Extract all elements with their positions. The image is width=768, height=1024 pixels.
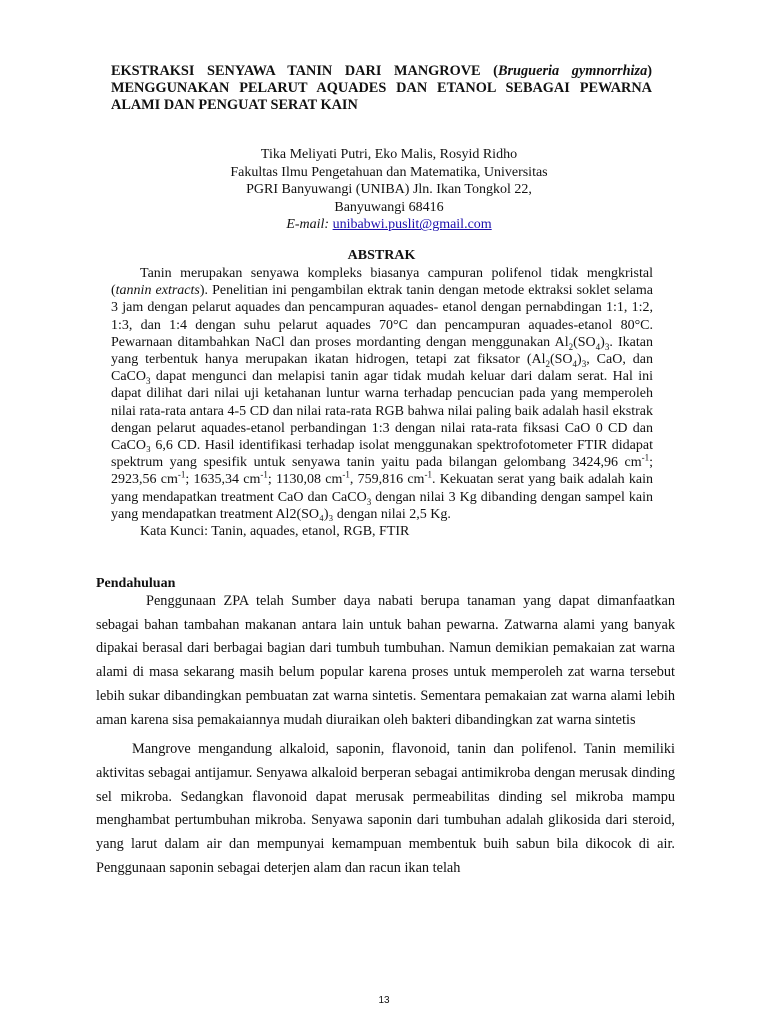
abstract-text-2: ). Penelitian ini pengambilan ektrak tanin dengan metode ektraksi soklet selama 3 jam dengan pelarut aquades dan pencampuran aquades- etanol dengan pernabdingan 1:1, 1:2, 1:3, dan 1:4 dengan suhu pelarut aquades 70°C dan pencampuran aquades-etanol 80°C. Pewarnaan ditambahkan NaCl dan proses mordanting dengan menggunakan Al <box>111 283 653 350</box>
abstract-text-11: dengan nilai 3 Kg dibanding dengan sampel kain yang mendapatkan treatment Al2(SO₄)₃ dengan nilai 2,5 Kg. <box>111 489 653 522</box>
title-part-b: ) <box>647 63 652 79</box>
section-body <box>96 590 675 880</box>
email-line <box>200 216 578 234</box>
keywords-line: Kata Kunci: Tanin, aquades, etanol, RGB, FTIR <box>140 524 410 540</box>
superscript: -1 <box>424 469 432 480</box>
page-number: 13 <box>378 995 390 1006</box>
superscript: 1 <box>180 469 186 480</box>
abstract-paragraph <box>111 265 653 523</box>
abstract-text-3: . Ikatan yang terbentuk hanya merupakan ikatan hidrogen, tetapi zat fiksator (Al <box>111 334 653 368</box>
subscript: 2 <box>545 358 550 369</box>
abstract-body <box>111 265 653 540</box>
formula-part: ) <box>577 352 582 368</box>
email-label: E-mail: <box>286 217 330 233</box>
abstract-text-10: . Kekuatan serat yang baik adalah kain yang mendapatkan treatment CaO dan CaCO <box>111 472 653 505</box>
title-rest: MENGGUNAKAN PELARUT AQUADES DAN ETANOL SEBAGAI PEWARNA ALAMI DAN PENGUAT SERAT KAIN <box>111 80 652 113</box>
abstract-text-4: , CaO, dan CaCO <box>111 352 653 385</box>
formula-part: (SO <box>549 352 573 368</box>
subscript: 4 <box>595 341 601 352</box>
subscript: 4 <box>572 358 578 369</box>
superscript: -1 <box>342 469 350 480</box>
abstract-text-7: ; 1635,34 cm <box>185 472 261 488</box>
subscript: 3 <box>604 341 610 352</box>
body-paragraph-2: Mangrove mengandung alkaloid, saponin, flavonoid, tanin dan polifenol. Tanin memiliki aktivitas sebagai antijamur. Senyawa alkaloid berperan sebagai antimikroba dengan merusak dinding sel mikroba. Sedangkan flavonoid dapat merusak permeabilitas dinding sel mikroba mampu menghambat pertumbuhan mikroba. Senyawa saponin dari tumbuhan adalah glikosida dari steroid, yang larut dalam air dan mempunyai kemampuan membentuk buih sabun bila dikocok di air. Penggunaan saponin sebagai deterjen alam dan racun ikan telah <box>96 741 675 876</box>
email-link[interactable]: unibabwi.puslit@gmail.com <box>332 217 492 233</box>
subscript: 3 <box>146 376 151 387</box>
formula-part: (SO <box>573 334 596 350</box>
abstract-text-6: ; 2923,56 cm <box>111 455 653 488</box>
author-block <box>200 146 578 234</box>
superscript: -1 <box>260 469 268 480</box>
affiliation-line-2: PGRI Banyuwangi (UNIBA) Jln. Ikan Tongkol 22, <box>246 182 532 198</box>
paper-title <box>111 63 652 114</box>
abstract-italic-term: tannin extracts <box>115 283 200 299</box>
superscript: - <box>177 469 181 480</box>
affiliation-line-1: Fakultas Ilmu Pengetahuan dan Matematika, Universitas <box>230 164 548 180</box>
subscript: 3 <box>366 496 372 507</box>
author-names: Tika Meliyati Putri, Eko Malis, Rosyid Ridho <box>260 147 518 162</box>
body-paragraph-1: Penggunaan ZPA telah Sumber daya nabati berupa tanaman yang dapat dimanfaatkan sebagai bahan tambahan makanan antara lain untuk bahan pewarna. Zatwarna alami yang banyak dipakai berasal dari berbagai bagian dari tumbuh tumbuhan. Namun demikian pemakaian zat warna alami di masa sekarang masih belum popular karena proses untuk memperoleh zat warna tersebut lebih sukar dibandingkan pembuatan zat warna sintetis. Sementara pemakaian zat warna alami lebih aman karena sisa pemakaiannya mudah diuraikan oleh bakteri dibandingkan zat warna sintetis <box>96 593 675 728</box>
title-species: Brugueria gymnorrhiza <box>497 63 648 79</box>
abstract-heading: ABSTRAK <box>347 248 416 263</box>
abstract-text-5: dapat mengunci dan melapisi tanin agar tidak mudah keluar dari dalam serat. Hal ini dapat dilihat dari nilai uji ketahanan luntur warna terhadap pencucian pada yang memperoleh nilai rata-rata antara 4-5 CD dan nilai rata-rata RGB bahwa nilai paling baik adalah hasil ekstrak dengan pelarut aquades-etanol perbandingan 1:3 dengan nilai rata-rata fiksasi CaO 0 CD dan CaCO₃ 6,6 CD. Hasil identifikasi terhadap isolat menggunakan spektrofotometer FTIR didapat spektrum yang spesifik untuk senyawa tanin yaitu pada bilangan gelombang 3424,96 cm <box>111 369 653 471</box>
superscript: -1 <box>641 452 650 463</box>
title-part-a: EKSTRAKSI SENYAWA TANIN DARI MANGROVE ( <box>111 63 498 79</box>
abstract-text-9: , 759,816 cm <box>349 472 425 488</box>
subscript: 3 <box>581 358 587 369</box>
formula-part: ) <box>600 334 605 350</box>
subscript: 2 <box>568 341 574 352</box>
affiliation-line-3: Banyuwangi 68416 <box>334 199 444 215</box>
section-heading: Pendahuluan <box>96 576 176 591</box>
abstract-text-1: Tanin merupakan senyawa kompleks biasanya campuran polifenol tidak mengkristal ( <box>111 266 653 299</box>
abstract-text-8: ; 1130,08 cm <box>267 472 343 488</box>
